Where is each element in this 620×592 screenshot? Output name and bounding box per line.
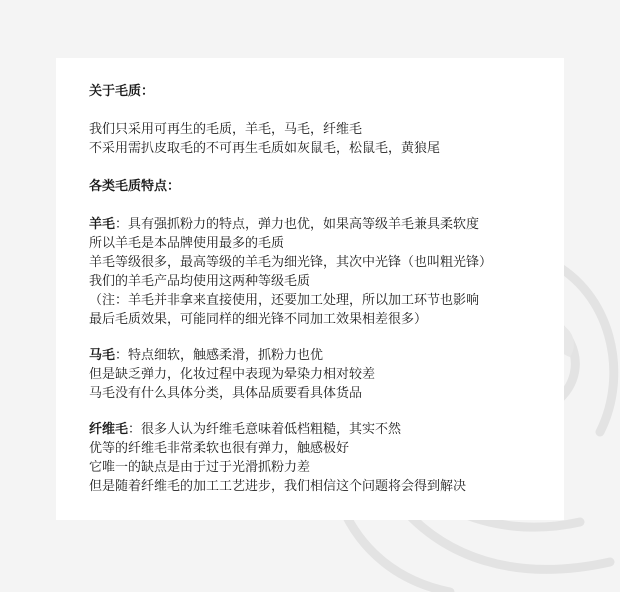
text-line: 我们只采用可再生的毛质，羊毛，马毛，纤维毛 xyxy=(89,122,363,137)
horse-hair-intro-line xyxy=(89,346,569,365)
text-line: 但是缺乏弹力，化妆过程中表现为晕染力相对较差 xyxy=(89,367,376,382)
text-line: 所以羊毛是本品牌使用最多的毛质 xyxy=(89,236,285,251)
text-line: 但是随着纤维毛的加工工艺进步，我们相信这个问题将会得到解决 xyxy=(89,479,467,494)
synthetic-fiber-label: 纤维毛 xyxy=(89,422,129,437)
section-heading-about-hair: 关于毛质： xyxy=(89,84,155,99)
wool-label: 羊毛 xyxy=(89,217,116,232)
horse-hair-intro-text: ：特点细软，触感柔滑，抓粉力也优 xyxy=(115,348,324,363)
wool-intro-line xyxy=(89,215,569,234)
text-line: 不采用需扒皮取毛的不可再生毛质如灰鼠毛，松鼠毛，黄狼尾 xyxy=(89,141,441,156)
wool-intro-text: ：具有强抓粉力的特点，弹力也优，如果高等级羊毛兼具柔软度 xyxy=(115,217,480,232)
text-line: 最后毛质效果，可能同样的细光锋不同加工效果相差很多） xyxy=(89,312,428,327)
text-line: 它唯一的缺点是由于过于光滑抓粉力差 xyxy=(89,460,311,475)
text-line: （注：羊毛并非拿来直接使用，还要加工处理，所以加工环节也影响 xyxy=(89,293,480,308)
text-line: 我们的羊毛产品均使用这两种等级毛质 xyxy=(89,274,311,289)
synthetic-fiber-intro-text: ：很多人认为纤维毛意味着低档粗糙，其实不然 xyxy=(128,422,402,437)
text-line: 优等的纤维毛非常柔软也很有弹力，触感极好 xyxy=(89,441,350,456)
horse-hair-label: 马毛 xyxy=(89,348,116,363)
section-heading-hair-features: 各类毛质特点： xyxy=(89,179,181,194)
synthetic-fiber-intro-line xyxy=(89,420,569,439)
text-line: 马毛没有什么具体分类，具体品质要看具体货品 xyxy=(89,386,363,401)
document-body xyxy=(89,82,569,496)
text-line: 羊毛等级很多，最高等级的羊毛为细光锋，其次中光锋（也叫粗光锋） xyxy=(89,255,493,270)
